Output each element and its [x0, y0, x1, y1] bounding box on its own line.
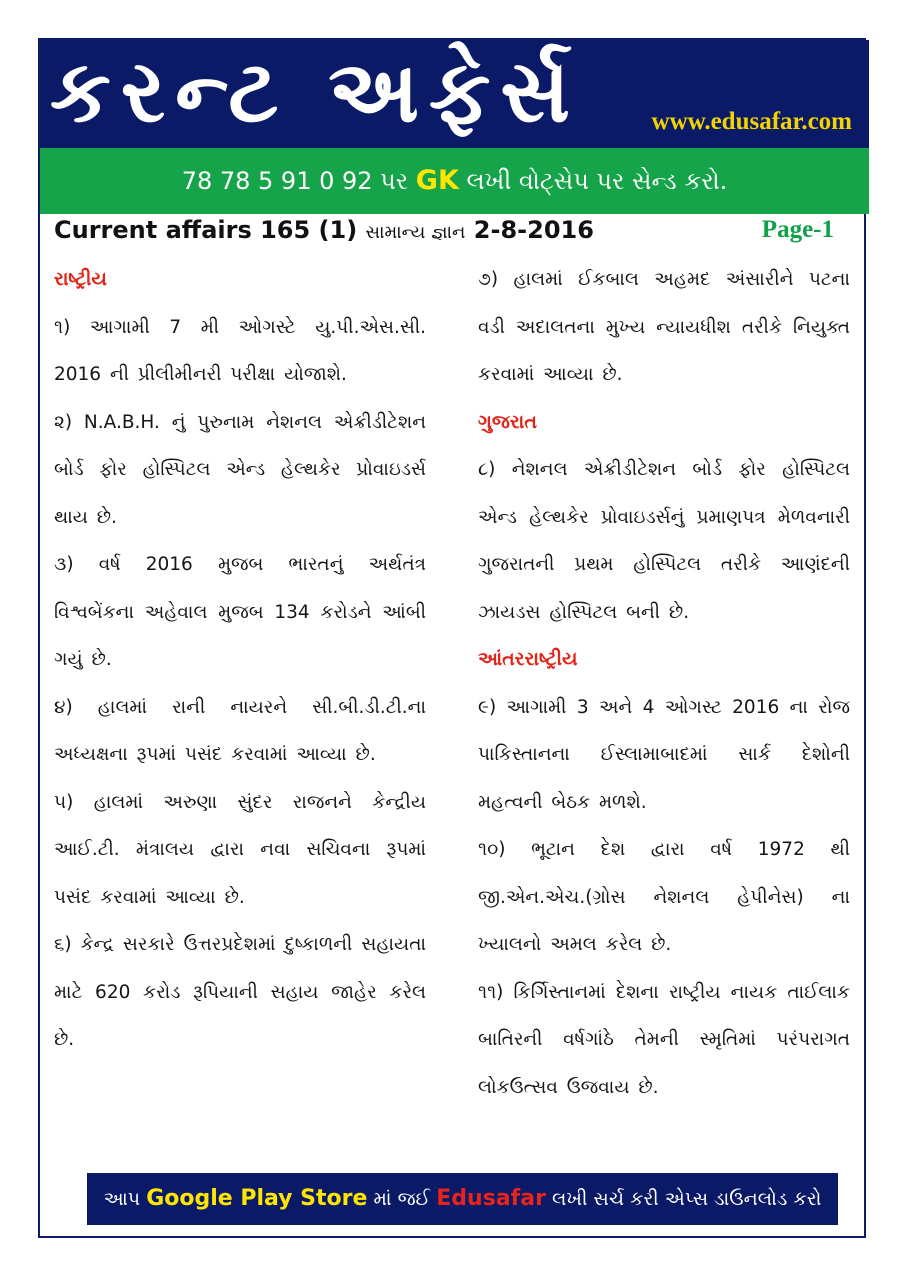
page-title: કરન્ટ અફેર્સ — [50, 42, 581, 142]
page-number: Page-1 — [761, 216, 834, 243]
app-download-banner[interactable] — [87, 1173, 838, 1225]
news-item: ૩) વર્ષ 2016 મુજબ ભારતનું અર્થતંત્ર વિશ્વબેંકના અહેવાલ મુજબ 134 કરોડને આંબી ગયું છે. — [54, 554, 426, 670]
issue-date: 2-8-2016 — [473, 216, 594, 244]
news-item: ૮) નેશનલ એક્રીડીટેશન બોર્ડ ફોર હોસ્પિટલ એન્ડ હેલ્થકેર પ્રોવાઇડર્સનું પ્રમાણપત્ર મેળવનારી ગુજરાતની પ્રથમ હોસ્પિટલ તરીકે આણંદની ઝાયડસ હોસ્પિટલ બની છે. — [478, 459, 850, 623]
issue-subtitle: સામાન્ય જ્ઞાન — [365, 222, 466, 243]
news-item: ૧૧) કિર્ગિસ્તાનમાં દેશના રાષ્ટ્રીય નાયક તાઈલાક બાતિરની વર્ષગાંઠે તેમની સ્મૃતિમાં પરંપરાગત લોકઉત્સવ ઉજવાય છે. — [478, 981, 850, 1098]
footer-store-name: Google Play Store — [146, 1186, 368, 1211]
news-item: ૨) N.A.B.H. નું પુરુનામ નેશનલ એક્રીડીટેશન બોર્ડ ફોર હોસ્પિટલ એન્ડ હેલ્થકેર પ્રોવાઇડર્સ થાય છે. — [54, 411, 426, 528]
website-link[interactable]: www.edusafar.com — [651, 108, 852, 135]
contact-keyword-gk: GK — [415, 165, 459, 196]
news-item: ૬) કેન્દ્ર સરકારે ઉત્તરપ્રદેશમાં દુષ્કાળની સહાયતા માટે 620 કરોડ રૂપિયાની સહાય જાહેર કરેલ છે. — [54, 934, 426, 1050]
section-heading-gujarat: ગુજરાત — [478, 410, 537, 433]
footer-text-pre: આપ — [103, 1188, 147, 1210]
news-item: ૧૦) ભૂટાન દેશ દ્વારા વર્ષ 1972 થી જી.એન.એચ.(ગ્રોસ નેશનલ હેપીનેસ) ના ખ્યાલનો અમલ કરેલ છે. — [478, 839, 850, 955]
section-heading-national: રાષ્ટ્રીય — [54, 268, 107, 290]
news-item: ૭) હાલમાં ઈકબાલ અહમદ અંસારીને પટના વડી અદાલતના મુખ્ય ન્યાયધીશ તરીકે નિયુક્ત કરવામાં આવ્યા છે. — [478, 269, 850, 385]
contact-text-pre: 78 78 5 91 0 92 પર — [181, 167, 416, 195]
news-item: ૪) હાલમાં રાની નાયરને સી.બી.ડી.ટી.ના અધ્યક્ષના રૂપમાં પસંદ કરવામાં આવ્યા છે. — [54, 696, 426, 765]
news-item: ૧) આગામી 7 મી ઓગસ્ટે યુ.પી.એસ.સી. 2016 ની પ્રીલીમીનરી પરીક્ષા યોજાશે. — [54, 316, 426, 385]
footer-text-post: લખી સર્ચ કરી એપ્સ ડાઉનલોડ કરો — [545, 1188, 822, 1210]
news-item: ૫) હાલમાં અરુણા સુંદર રાજનને કેન્દ્રીય આઈ.ટી. મંત્રાલય દ્વારા નવા સચિવના રૂપમાં પસંદ કરવામાં આવ્યા છે. — [54, 791, 426, 908]
left-column — [54, 256, 426, 1064]
issue-heading — [54, 216, 594, 244]
footer-text-mid: માં જઈ — [367, 1188, 437, 1210]
contact-text-post: લખી વોટ્સેપ પર સેન્ડ કરો. — [458, 167, 728, 195]
right-column — [478, 256, 850, 1111]
footer-brand-name: Edusafar — [436, 1186, 546, 1211]
section-heading-international: આંતરરાષ્ટ્રીય — [478, 648, 578, 670]
whatsapp-contact-bar — [40, 148, 869, 214]
issue-title: Current affairs 165 (1) — [54, 216, 358, 244]
news-item: ૯) આગામી 3 અને 4 ઓગસ્ટ 2016 ના રોજ પાકિસ્તાનના ઈસ્લામાબાદમાં સાર્ક દેશોની મહત્વની બેઠક મળશે. — [478, 696, 850, 813]
